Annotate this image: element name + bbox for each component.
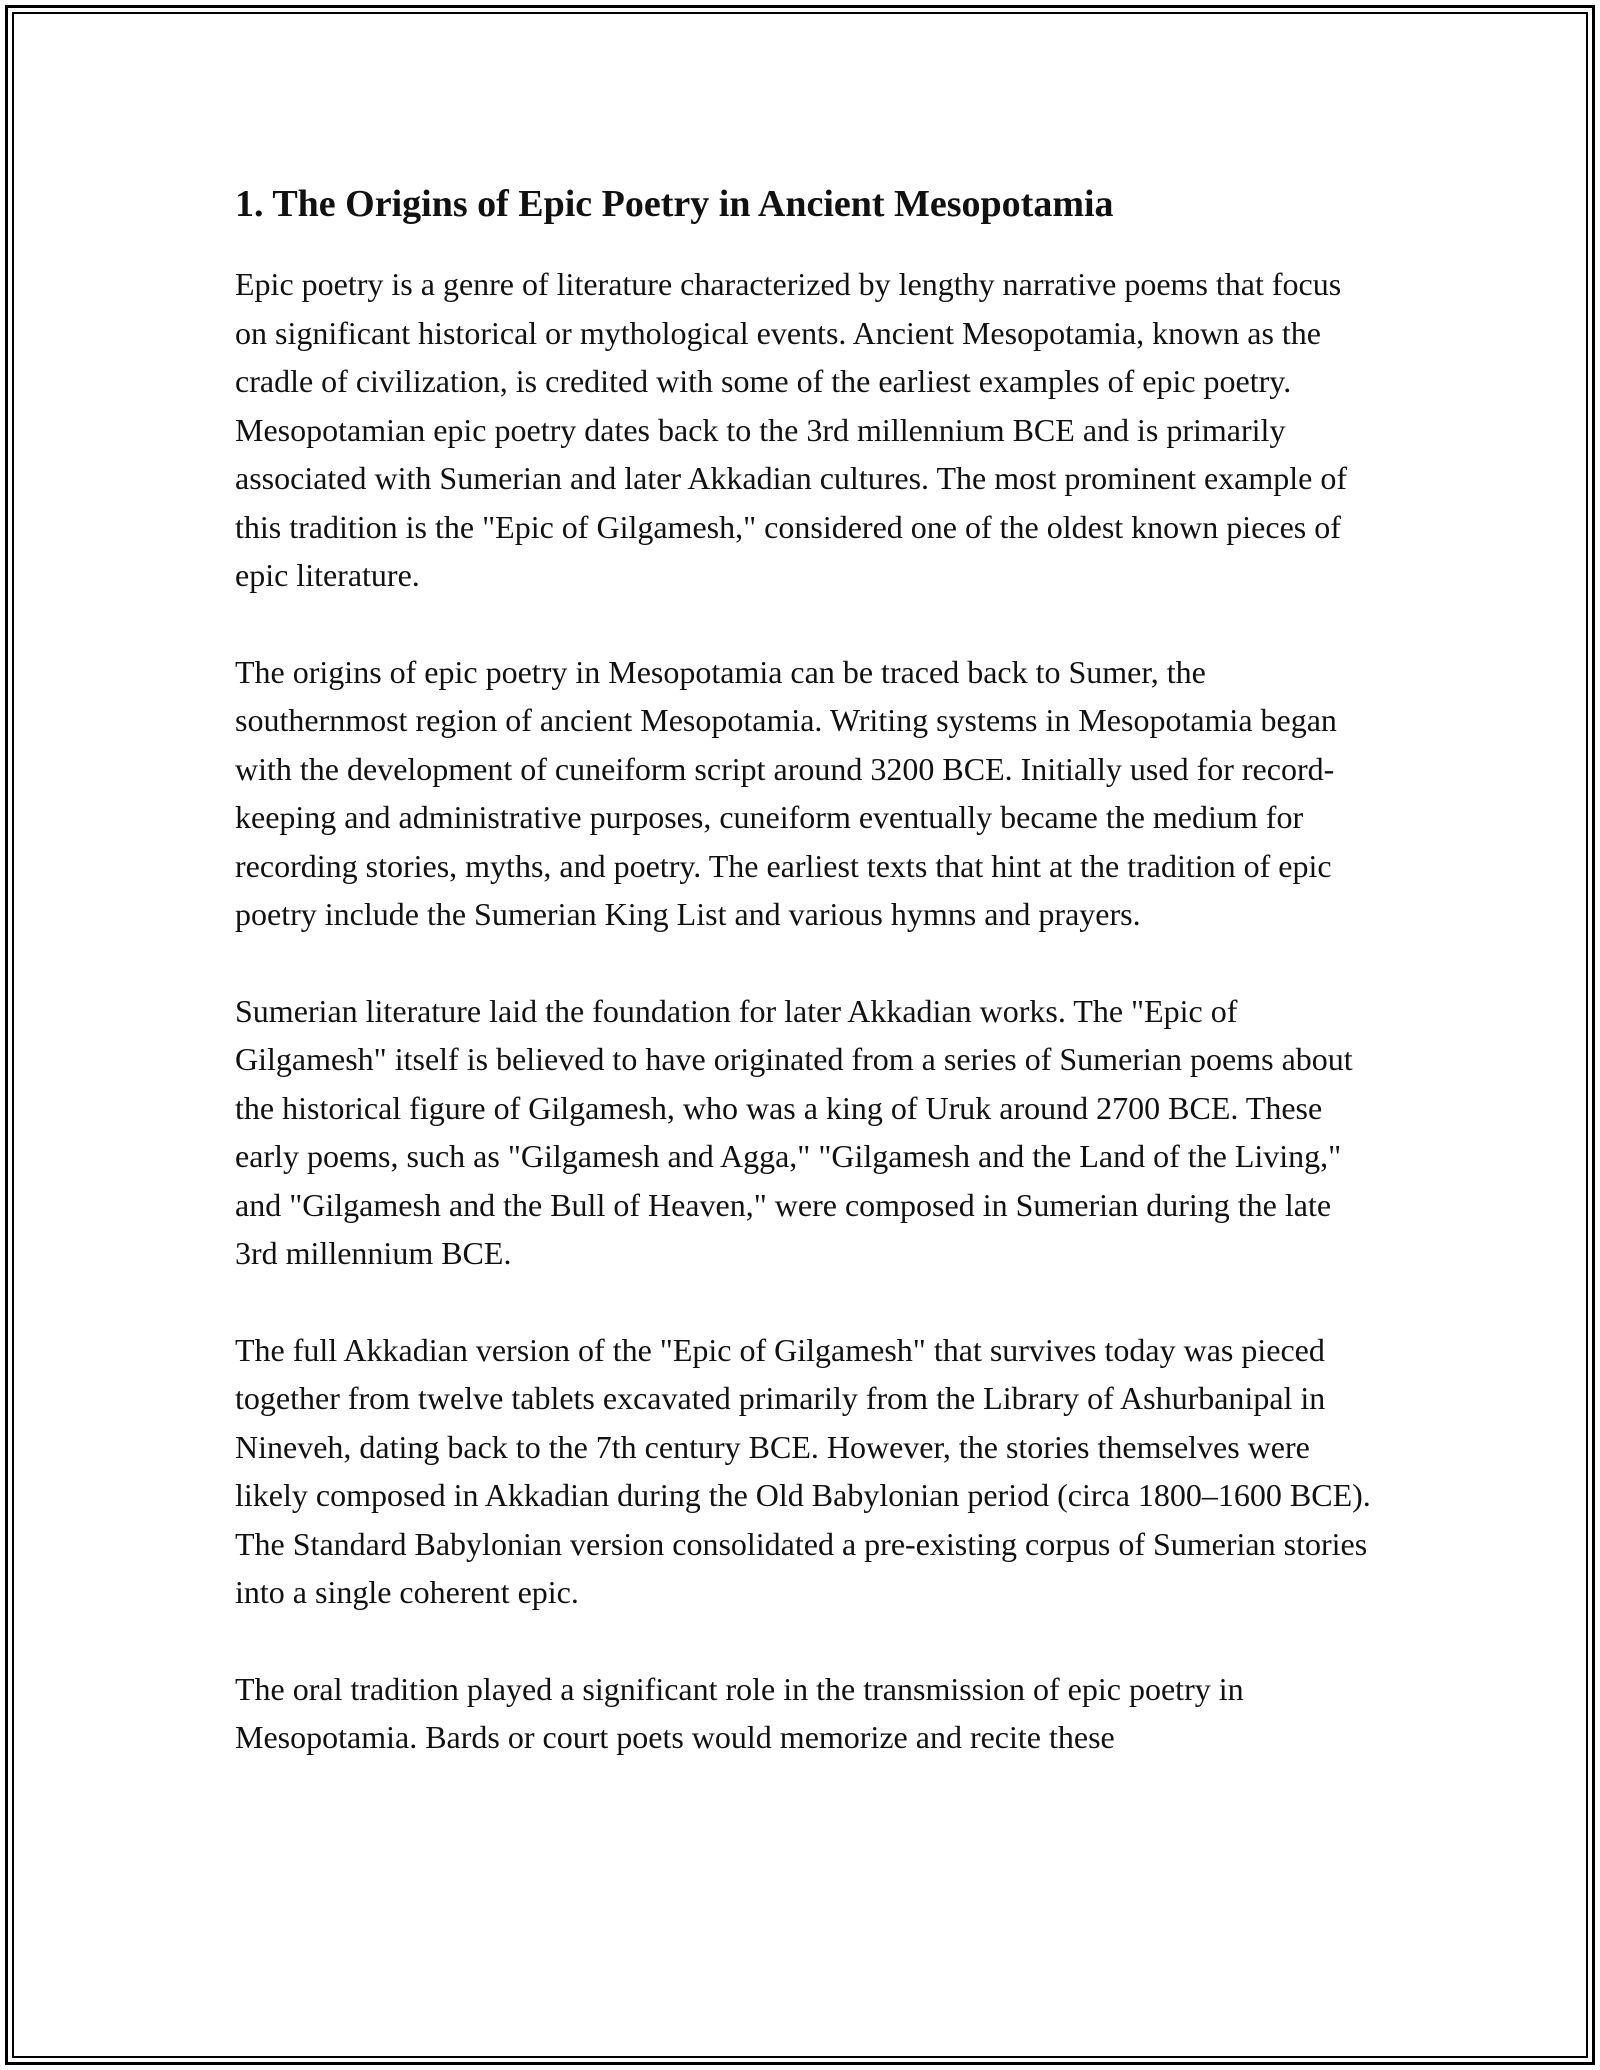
section-heading: 1. The Origins of Epic Poetry in Ancient Mesopotamia — [235, 183, 1114, 225]
paragraph-3: Sumerian literature laid the foundation for later Akkadian works. The "Epic of Gilgamesh" itself is believed to have originated from a series of Sumerian poems about the historical figure of Gilgamesh, who was a king of Uruk around 2700 BCE. These early poems, such as "Gilgamesh and Agga," "Gilgamesh and the Land of the Living," and "Gilgamesh and the Bull of Heaven," were composed in Sumerian during the late 3rd millennium BCE. — [235, 992, 1353, 1271]
document-body — [235, 178, 1375, 1810]
paragraph-4: The full Akkadian version of the "Epic of Gilgamesh" that survives today was pieced together from twelve tablets excavated primarily from the Library of Ashurbanipal in Nineveh, dating back to the 7th century BCE. However, the stories themselves were likely composed in Akkadian during the Old Babylonian period (circa 1800–1600 BCE). The Standard Babylonian version consolidated a pre-existing corpus of Sumerian stories into a single coherent epic. — [235, 1331, 1371, 1610]
paragraph-2: The origins of epic poetry in Mesopotamia can be traced back to Sumer, the southernmost region of ancient Mesopotamia. Writing systems in Mesopotamia began with the development of cuneiform script around 3200 BCE. Initially used for record-keeping and administrative purposes, cuneiform eventually became the medium for recording stories, myths, and poetry. The earliest texts that hint at the tradition of epic poetry include the Sumerian King List and various hymns and prayers. — [235, 653, 1337, 932]
paragraph-5: The oral tradition played a significant role in the transmission of epic poetry in Mesopotamia. Bards or court poets would memorize and recite these — [235, 1670, 1244, 1755]
paragraph-1: Epic poetry is a genre of literature characterized by lengthy narrative poems that focus on significant historical or mythological events. Ancient Mesopotamia, known as the cradle of civilization, is credited with some of the earliest examples of epic poetry. Mesopotamian epic poetry dates back to the 3rd millennium BCE and is primarily associated with Sumerian and later Akkadian cultures. The most prominent example of this tradition is the "Epic of Gilgamesh," considered one of the oldest known pieces of epic literature. — [235, 266, 1347, 593]
